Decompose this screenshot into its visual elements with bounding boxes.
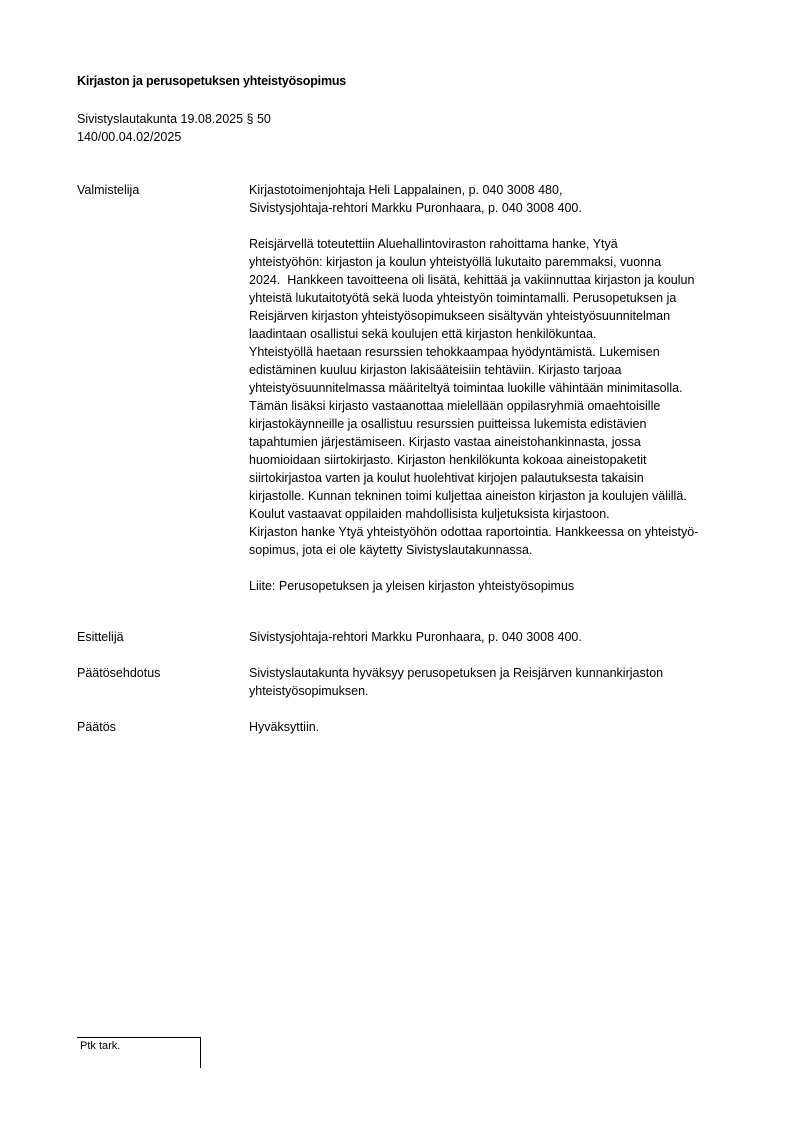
body-line: Yhteistyöllä haetaan resurssien tehokkaampaa hyödyntämistä. Lukemisen xyxy=(249,345,660,359)
body-line: yhteistyöhön: kirjaston ja koulun yhteistyöllä lukutaito paremmaksi, vuonna xyxy=(249,255,662,269)
body-line: kirjastokäynneille ja osallistuu resurssien puitteissa lukemista edistävien xyxy=(249,417,647,431)
record-number: 140/00.04.02/2025 xyxy=(77,130,182,144)
paatos-content xyxy=(249,718,749,736)
paatos-label: Päätös xyxy=(77,720,116,734)
esittelija-label: Esittelijä xyxy=(77,630,124,644)
body-line: Kirjaston hanke Ytyä yhteistyöhön odottaa raportointia. Hankkeessa on yhteistyö- xyxy=(249,525,699,539)
document-title: Kirjaston ja perusopetuksen yhteistyösopimus xyxy=(77,74,347,88)
meeting-reference: Sivistyslautakunta 19.08.2025 § 50 xyxy=(77,112,271,126)
body-line: Tämän lisäksi kirjasto vastaanottaa mielellään oppilasryhmiä omaehtoisille xyxy=(249,399,661,413)
decision-text: Hyväksyttiin. xyxy=(249,720,320,734)
body-line: Reisjärven kirjaston yhteistyösopimukseen sisältyvän yhteistyösuunnitelman xyxy=(249,309,671,323)
body-line: siirtokirjastoa varten ja koulut huolehtivat kirjojen palautuksesta takaisin xyxy=(249,471,644,485)
body-line: Koulut vastaavat oppilaiden mahdollisista kuljetuksista kirjastoon. xyxy=(249,507,610,521)
preparer-line: Sivistysjohtaja-rehtori Markku Puronhaara, p. 040 3008 400. xyxy=(249,201,582,215)
body-line: yhteistä lukutaitotyötä sekä luoda yhteistyön toimintamalli. Perusopetuksen ja xyxy=(249,291,677,305)
body-line: sopimus, jota ei ole käytetty Sivistyslautakunnassa. xyxy=(249,543,533,557)
paatosehdotus-label: Päätösehdotus xyxy=(77,666,161,680)
preparer-line: Kirjastotoimenjohtaja Heli Lappalainen, p. 040 3008 480, xyxy=(249,183,563,197)
body-line: huomioidaan siirtokirjasto. Kirjaston henkilökunta kokoaa aineistopaketit xyxy=(249,453,647,467)
body-line: yhteistyösuunnitelmassa määriteltyä toimintaa luokille vähintään minimitasolla. xyxy=(249,381,683,395)
body-line: tapahtumien järjestämiseen. Kirjasto vastaa aineistohankinnasta, jossa xyxy=(249,435,641,449)
proposal-line: yhteistyösopimuksen. xyxy=(249,684,369,698)
body-line: laadintaan osallistui sekä koulujen että kirjaston henkilökuntaa. xyxy=(249,327,597,341)
minutes-checker-label: Ptk tark. xyxy=(80,1040,121,1052)
esittelija-content xyxy=(249,628,749,646)
valmistelija-content xyxy=(249,181,749,595)
proposal-line: Sivistyslautakunta hyväksyy perusopetuksen ja Reisjärven kunnankirjaston xyxy=(249,666,664,680)
body-line: Reisjärvellä toteutettiin Aluehallintoviraston rahoittama hanke, Ytyä xyxy=(249,237,618,251)
minutes-checker-box xyxy=(77,1037,201,1068)
attachment-reference: Liite: Perusopetuksen ja yleisen kirjaston yhteistyösopimus xyxy=(249,579,575,593)
body-line: kirjastolle. Kunnan tekninen toimi kuljettaa aineiston kirjaston ja koulujen välillä. xyxy=(249,489,687,503)
presenter-text: Sivistysjohtaja-rehtori Markku Puronhaara, p. 040 3008 400. xyxy=(249,630,582,644)
valmistelija-label: Valmistelija xyxy=(77,183,140,197)
body-line: edistäminen kuuluu kirjaston lakisääteisiin tehtäviin. Kirjasto tarjoaa xyxy=(249,363,622,377)
meeting-info xyxy=(77,110,271,146)
body-line: 2024. Hankkeen tavoitteena oli lisätä, kehittää ja vakiinnuttaa kirjaston ja koulun xyxy=(249,273,695,287)
paatosehdotus-content xyxy=(249,664,749,700)
valmistelija-body xyxy=(249,235,749,559)
